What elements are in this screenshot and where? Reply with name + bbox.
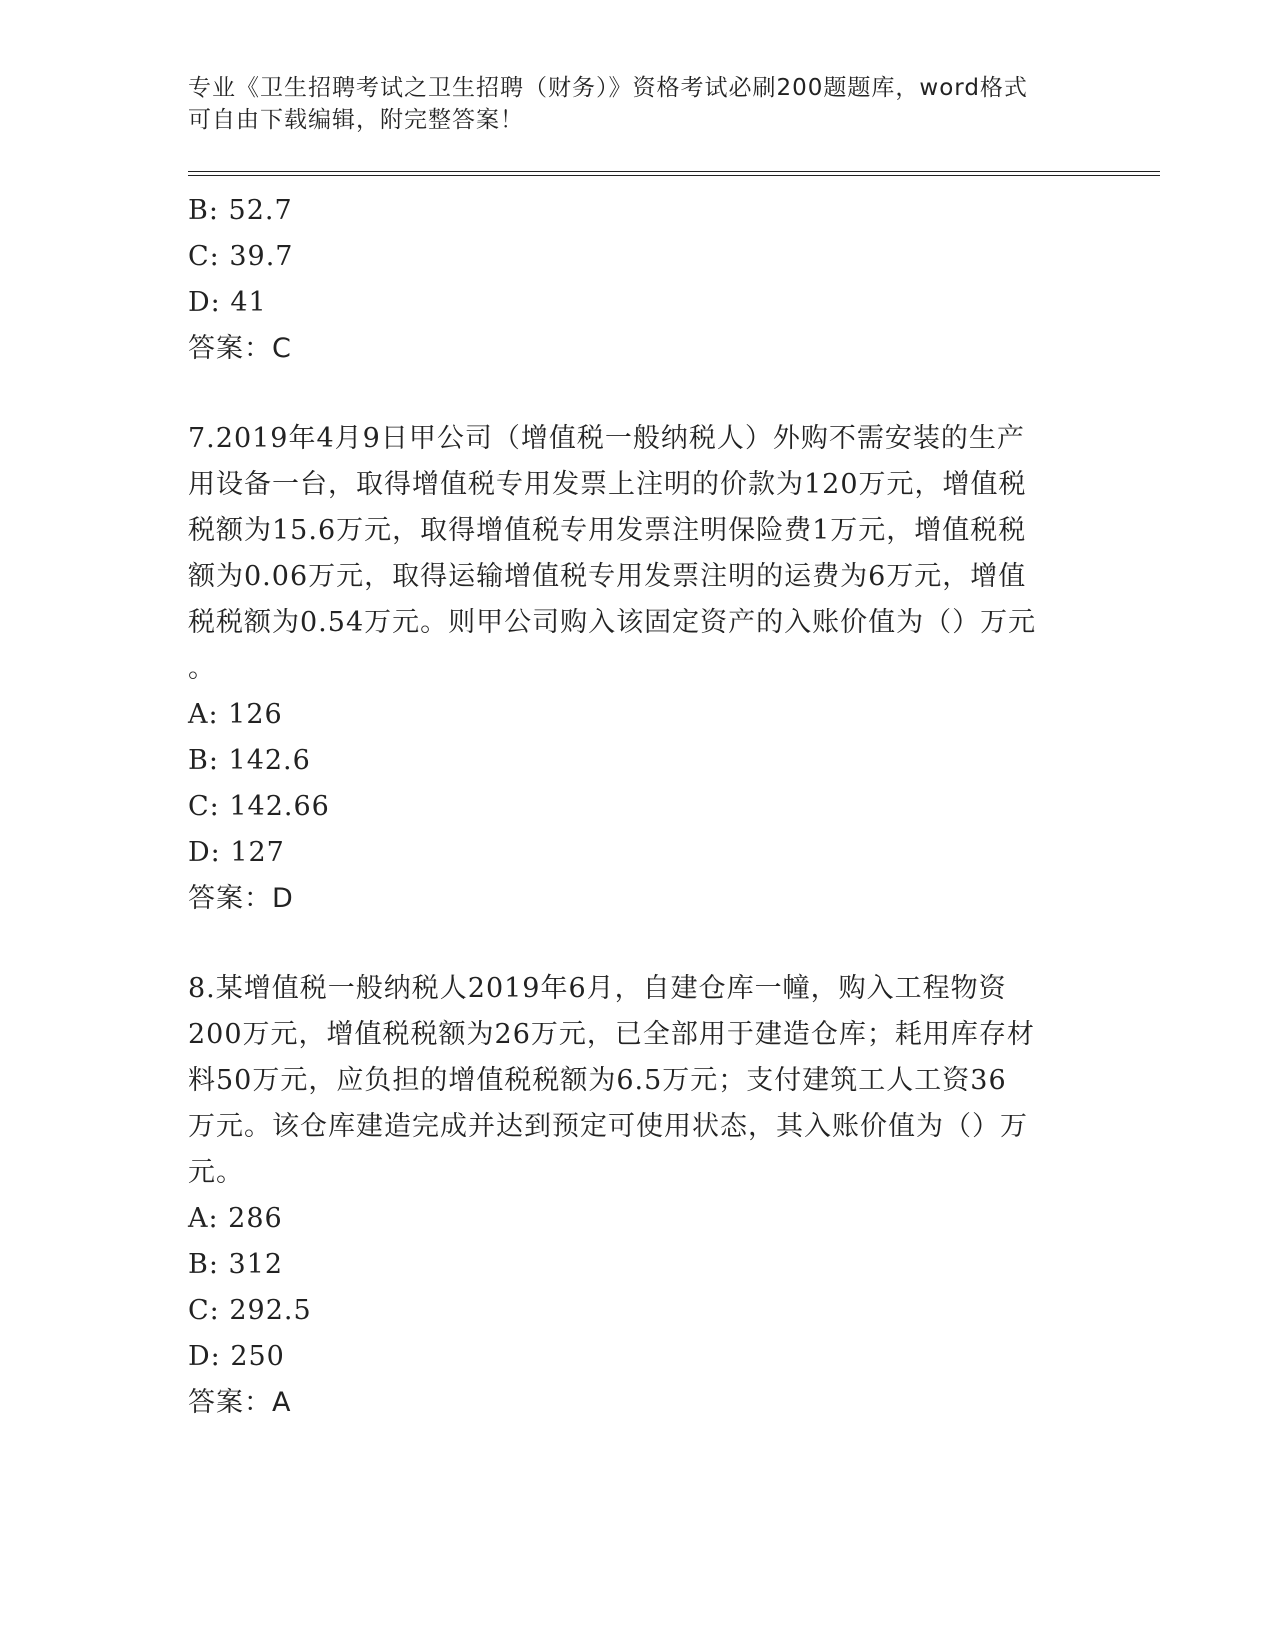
page-header — [188, 72, 1088, 136]
header-divider-top — [188, 171, 1160, 172]
question-stem-line: 料50万元，应负担的增值税税额为6.5万元；支付建筑工人工资36 — [188, 1065, 1007, 1096]
question-stem-line: 税额为15.6万元，取得增值税专用发票注明保险费1万元，增值税税 — [188, 515, 1027, 546]
question-stem-line: 额为0.06万元，取得运输增值税专用发票注明的运费为6万元，增值 — [188, 561, 1027, 592]
option-d: D: 41 — [188, 287, 267, 318]
answer-line: 答案：C — [188, 333, 292, 364]
option-a: A: 126 — [188, 699, 283, 730]
question-stem-line: 。 — [188, 653, 216, 684]
option-c: C: 292.5 — [188, 1295, 312, 1326]
spacer — [188, 922, 1078, 966]
option-a: A: 286 — [188, 1203, 283, 1234]
header-title-line-1: 专业《卫生招聘考试之卫生招聘（财务）》资格考试必刷200题题库，word格式 — [188, 75, 1028, 101]
spacer — [188, 372, 1078, 416]
option-b: B: 312 — [188, 1249, 284, 1280]
question-stem-line: 8.某增值税一般纳税人2019年6月，自建仓库一幢，购入工程物资 — [188, 973, 1007, 1004]
question-stem — [188, 966, 1078, 1196]
header-title-line-2: 可自由下载编辑，附完整答案！ — [188, 107, 524, 133]
question-8 — [188, 966, 1078, 1426]
option-b: B: 142.6 — [188, 745, 311, 776]
question-stem-line: 7.2019年4月9日甲公司（增值税一般纳税人）外购不需安装的生产 — [188, 423, 1025, 454]
question-stem-line: 用设备一台，取得增值税专用发票上注明的价款为120万元，增值税 — [188, 469, 1027, 500]
answer-line: 答案：D — [188, 883, 294, 914]
question-stem — [188, 416, 1078, 692]
question-stem-line: 200万元，增值税税额为26万元，已全部用于建造仓库；耗用库存材 — [188, 1019, 1035, 1050]
question-stem-line: 税税额为0.54万元。则甲公司购入该固定资产的入账价值为（）万元 — [188, 607, 1037, 638]
header-divider-bottom — [188, 175, 1160, 176]
option-d: D: 127 — [188, 837, 285, 868]
option-c: C: 142.66 — [188, 791, 330, 822]
option-b: B: 52.7 — [188, 195, 293, 226]
document-body — [188, 188, 1078, 1426]
option-c: C: 39.7 — [188, 241, 294, 272]
question-stem-line: 元。 — [188, 1157, 244, 1188]
question-7 — [188, 416, 1078, 922]
previous-question-tail — [188, 188, 1078, 372]
option-d: D: 250 — [188, 1341, 285, 1372]
question-stem-line: 万元。该仓库建造完成并达到预定可使用状态，其入账价值为（）万 — [188, 1111, 1028, 1142]
answer-line: 答案：A — [188, 1387, 292, 1418]
